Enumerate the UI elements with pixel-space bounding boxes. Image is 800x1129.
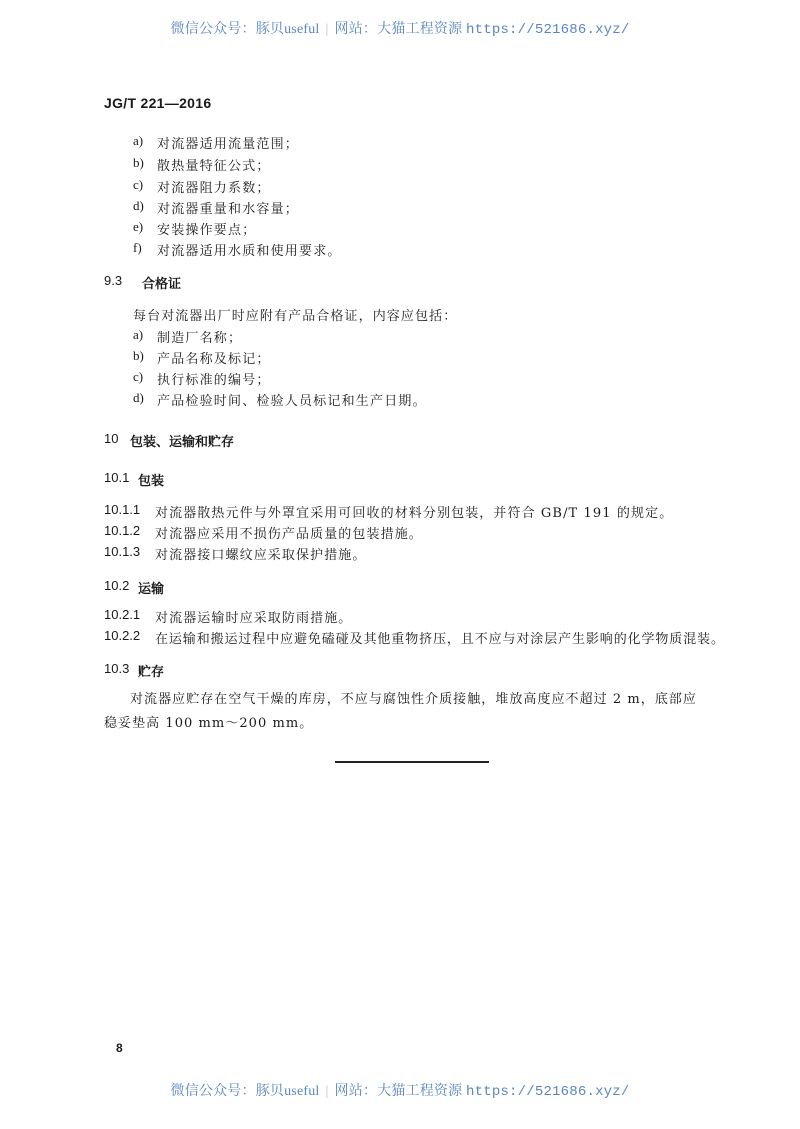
page-number: 8 <box>116 1041 123 1055</box>
clause <box>104 523 423 542</box>
watermark-left-text: 微信公众号：豚贝useful <box>170 1084 320 1099</box>
section-heading-9-3 <box>104 273 181 292</box>
storage-paragraph: 对流器应贮存在空气干燥的库房，不应与腐蚀性介质接触，堆放高度应不超过 2 m，底部应稳妥垫高 100 mm～200 mm。 <box>104 692 697 731</box>
section-heading-10 <box>104 431 234 450</box>
watermark-bottom <box>0 1080 800 1100</box>
list-label: f) <box>133 240 142 255</box>
list-text: 对流器适用流量范围； <box>157 137 300 152</box>
list-text: 产品名称及标记； <box>157 352 271 367</box>
section-title: 贮存 <box>138 664 165 679</box>
list-label: c) <box>133 177 144 192</box>
section-title: 运输 <box>138 581 165 596</box>
list-item <box>133 327 242 346</box>
section-title: 包装、运输和贮存 <box>130 434 235 449</box>
list-item <box>133 133 299 152</box>
list-item <box>133 177 271 196</box>
section-title: 合格证 <box>142 276 182 291</box>
clause-text: 在运输和搬运过程中应避免磕碰及其他重物挤压，且不应与对涂层产生影响的化学物质混装。 <box>155 632 725 647</box>
list-label: c) <box>133 369 144 384</box>
list-label: d) <box>133 198 144 213</box>
list-item <box>133 198 299 217</box>
list-label: a) <box>133 327 144 342</box>
watermark-top <box>0 18 800 38</box>
section-number: 10 <box>104 431 119 446</box>
list-item <box>133 155 271 174</box>
standard-code: JG/T 221—2016 <box>104 95 212 111</box>
watermark-separator: | <box>325 22 329 37</box>
clause <box>104 628 725 647</box>
section-number: 10.3 <box>104 661 130 676</box>
list-item <box>133 219 256 238</box>
list-label: d) <box>133 390 144 405</box>
list-text: 对流器阻力系数； <box>157 181 271 196</box>
section-heading-10-3 <box>104 661 164 680</box>
list-text: 产品检验时间、检验人员标记和生产日期。 <box>157 394 427 409</box>
list-item <box>133 369 271 388</box>
clause-number: 10.2.1 <box>104 607 141 622</box>
clause-number: 10.1.2 <box>104 523 141 538</box>
list-label: a) <box>133 133 144 148</box>
clause-number: 10.1.3 <box>104 544 141 559</box>
watermark-separator: | <box>325 1084 329 1099</box>
list-text: 执行标准的编号； <box>157 373 271 388</box>
clause-text: 对流器运输时应采取防雨措施。 <box>155 611 353 626</box>
clause-text: 对流器散热元件与外罩宜采用可回收的材料分别包装，并符合 GB/T 191 的规定。 <box>155 506 674 521</box>
clause-number: 10.2.2 <box>104 628 141 643</box>
list-label: b) <box>133 155 144 170</box>
watermark-url: https://521686.xyz/ <box>466 22 630 38</box>
watermark-right-text: 网站：大猫工程资源 <box>334 1084 463 1099</box>
list-text: 散热量特征公式； <box>157 159 271 174</box>
list-label: e) <box>133 219 144 234</box>
watermark-right-text: 网站：大猫工程资源 <box>334 22 463 37</box>
list-label: b) <box>133 348 144 363</box>
end-of-text-rule <box>335 761 489 763</box>
section-heading-10-2 <box>104 578 164 597</box>
clause-text: 对流器应采用不损伤产品质量的包装措施。 <box>155 527 423 542</box>
clause <box>104 607 352 626</box>
watermark-left-text: 微信公众号：豚贝useful <box>170 22 320 37</box>
list-text: 对流器重量和水容量； <box>157 202 300 217</box>
section-number: 9.3 <box>104 273 123 288</box>
list-text: 安装操作要点； <box>157 223 257 238</box>
section-title: 包装 <box>138 473 165 488</box>
list-text: 制造厂名称； <box>157 331 243 346</box>
clause-number: 10.1.1 <box>104 502 141 517</box>
list-item <box>133 390 427 409</box>
list-item <box>133 348 271 367</box>
section-number: 10.2 <box>104 578 130 593</box>
clause-text: 对流器接口螺纹应采取保护措施。 <box>155 548 367 563</box>
clause <box>104 544 367 563</box>
watermark-url: https://521686.xyz/ <box>466 1084 630 1100</box>
section-heading-10-1 <box>104 470 164 489</box>
section-intro: 每台对流器出厂时应附有产品合格证，内容应包括： <box>133 309 458 324</box>
clause <box>104 502 673 521</box>
list-text: 对流器适用水质和使用要求。 <box>157 244 342 259</box>
list-item <box>133 240 342 259</box>
section-number: 10.1 <box>104 470 130 485</box>
